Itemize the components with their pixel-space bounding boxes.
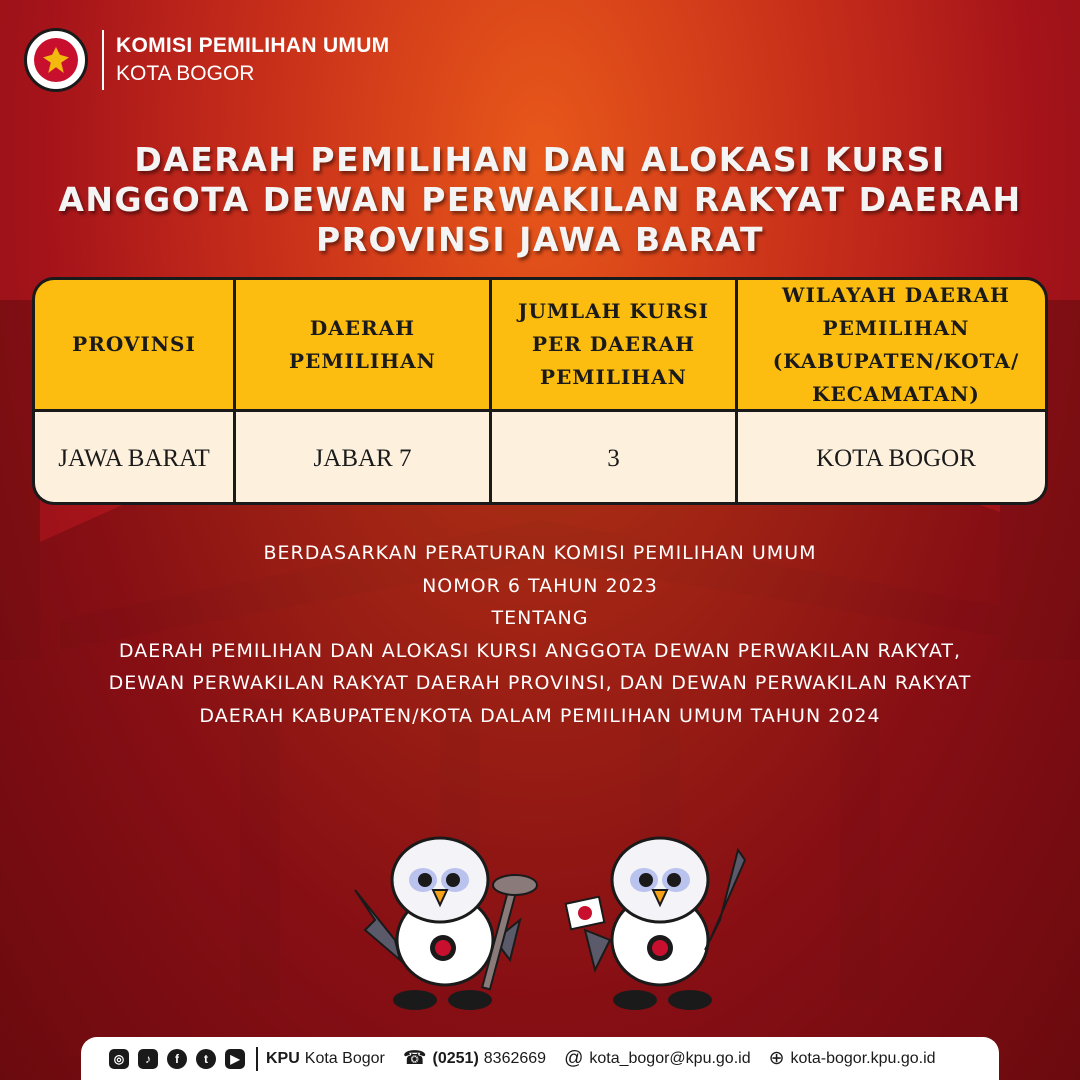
youtube-icon[interactable]: ▶ (225, 1049, 245, 1069)
footer-account-name: Kota Bogor (304, 1049, 385, 1067)
footer-divider (256, 1047, 258, 1071)
seat-allocation-table (32, 277, 1048, 505)
email-icon: @ (564, 1047, 584, 1069)
page-title (0, 140, 1080, 260)
phone-icon: ☎ (402, 1048, 427, 1069)
header-divider (102, 30, 104, 90)
instagram-icon[interactable]: ◎ (109, 1049, 129, 1069)
table-cell-daerah-pemilihan: JABAR 7 (236, 412, 489, 505)
facebook-icon[interactable]: f (167, 1049, 187, 1069)
footer-website-text: kota-bogor.kpu.go.id (790, 1049, 936, 1067)
tiktok-icon[interactable]: ♪ (138, 1049, 158, 1069)
regulation-line-3: TENTANG (491, 607, 589, 629)
table-header-wilayah: WILAYAH DAERAH PEMILIHAN (KABUPATEN/KOTA/ KECAMATAN) (738, 280, 1048, 409)
footer-website[interactable] (769, 1047, 936, 1070)
regulation-line-5: DEWAN PERWAKILAN RAKYAT DAERAH PROVINSI, DAN DEWAN PERWAKILAN RAKYAT (108, 672, 972, 694)
regulation-line-4: DAERAH PEMILIHAN DAN ALOKASI KURSI ANGGOTA DEWAN PERWAKILAN RAKYAT, (118, 639, 962, 662)
regulation-line-2: NOMOR 6 TAHUN 2023 (422, 574, 658, 597)
regulation-line-1: BERDASARKAN PERATURAN KOMISI PEMILIHAN UMUM (263, 542, 817, 564)
table-cell-provinsi: JAWA BARAT (35, 412, 233, 505)
table-header-daerah-pemilihan: DAERAH PEMILIHAN (236, 280, 489, 409)
footer-phone[interactable] (403, 1047, 546, 1070)
footer-phone-area: (0251) (432, 1049, 479, 1067)
kpu-logo-icon (24, 28, 88, 92)
globe-icon: ⊕ (768, 1048, 785, 1069)
title-line-2: ANGGOTA DEWAN PERWAKILAN RAKYAT DAERAH (58, 180, 1022, 219)
mascot-right-image (560, 820, 760, 1020)
footer-account-bold: KPU (266, 1049, 300, 1067)
org-name: KOMISI PEMILIHAN UMUM (116, 34, 390, 57)
footer-bar (81, 1037, 999, 1080)
footer-email[interactable] (564, 1048, 751, 1070)
table-header-jumlah-kursi: JUMLAH KURSI PER DAERAH PEMILIHAN (492, 280, 735, 409)
regulation-text (0, 537, 1080, 732)
table-cell-wilayah: KOTA BOGOR (738, 412, 1048, 505)
footer-email-text: kota_bogor@kpu.go.id (589, 1049, 751, 1067)
header-text (116, 34, 389, 86)
title-line-1: DAERAH PEMILIHAN DAN ALOKASI KURSI (134, 140, 946, 179)
footer-phone-number: 8362669 (483, 1049, 547, 1067)
twitter-icon[interactable]: t (196, 1049, 216, 1069)
header (24, 28, 389, 92)
mascot-left-image (345, 820, 545, 1020)
footer-account[interactable] (266, 1050, 385, 1068)
title-line-3: PROVINSI JAWA BARAT (315, 220, 765, 259)
table-header-provinsi: PROVINSI (35, 280, 233, 409)
org-city: KOTA BOGOR (116, 62, 255, 85)
table-cell-jumlah-kursi: 3 (492, 412, 735, 505)
regulation-line-6: DAERAH KABUPATEN/KOTA DALAM PEMILIHAN UMUM TAHUN 2024 (199, 704, 881, 727)
